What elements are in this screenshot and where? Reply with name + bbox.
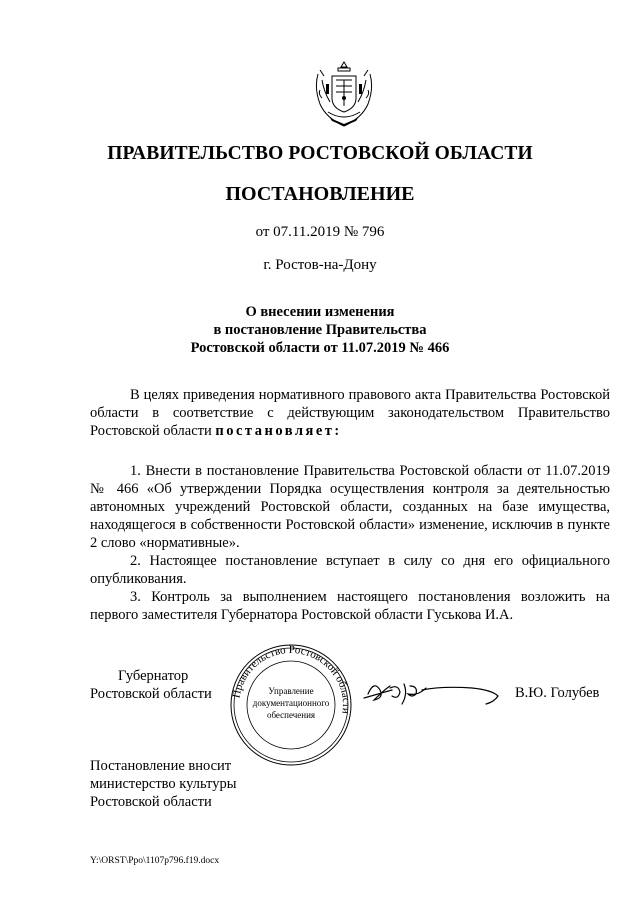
introduced-line: министерство культуры [90, 776, 237, 792]
stamp-outer-text: Правительство Ростовской области [230, 644, 353, 715]
document-type: ПОСТАНОВЛЕНИЕ [225, 183, 415, 205]
handwritten-signature [360, 672, 500, 712]
preamble [90, 386, 610, 440]
official-stamp [226, 644, 356, 766]
position-line: Ростовской области [90, 686, 212, 702]
signatory-position [90, 667, 212, 703]
decree-item: 3. Контроль за выполнением настоящего постановления возложить на первого заместителя Губернатора Ростовской области Гуськова И.А. [90, 589, 610, 623]
stamp-inner-line: обеспечения [266, 710, 316, 720]
coat-of-arms-icon [314, 60, 374, 128]
introduced-line: Ростовской области [90, 794, 212, 810]
subject-line: Ростовской области от 11.07.2019 № 466 [190, 340, 450, 356]
government-title: ПРАВИТЕЛЬСТВО РОСТОВСКОЙ ОБЛАСТИ [107, 143, 533, 164]
decree-item: 1. Внести в постановление Правительства Ростовской области от 11.07.2019 № 466 «Об утверждении Порядка осуществления контроля за деятельностью автономных учреждений Ростовской области, созданных на базе имущества, находящегося в собственности Ростовской области» изменение, исключив в пункте 2 слово «нормативные». [90, 463, 610, 551]
introduced-line: Постановление вносит [90, 758, 232, 774]
subject-line: О внесении изменения [245, 304, 395, 320]
document-date-number: от 07.11.2019 № 796 [255, 224, 385, 240]
decree-item: 2. Настоящее постановление вступает в силу со дня его официального опубликования. [90, 553, 610, 587]
signatory-name: В.Ю. Голубев [515, 685, 600, 701]
decree-word: постановляет: [215, 423, 342, 439]
preamble-text: В целях приведения нормативного правового акта Правительства Ростовской области в соответствие с действующим законодательством Правительство Ростовской области [90, 387, 610, 439]
stamp-inner-line: документационного [252, 698, 330, 708]
stamp-inner-line: Управление [268, 686, 314, 696]
decree-items [90, 462, 610, 624]
document-subject [0, 303, 640, 357]
file-path: Y:\ORST\Ppo\1107p796.f19.docx [90, 856, 220, 866]
subject-line: в постановление Правительства [213, 322, 427, 338]
introduced-by [90, 757, 236, 811]
document-city: г. Ростов-на-Дону [263, 257, 377, 273]
position-line: Губернатор [118, 668, 189, 684]
